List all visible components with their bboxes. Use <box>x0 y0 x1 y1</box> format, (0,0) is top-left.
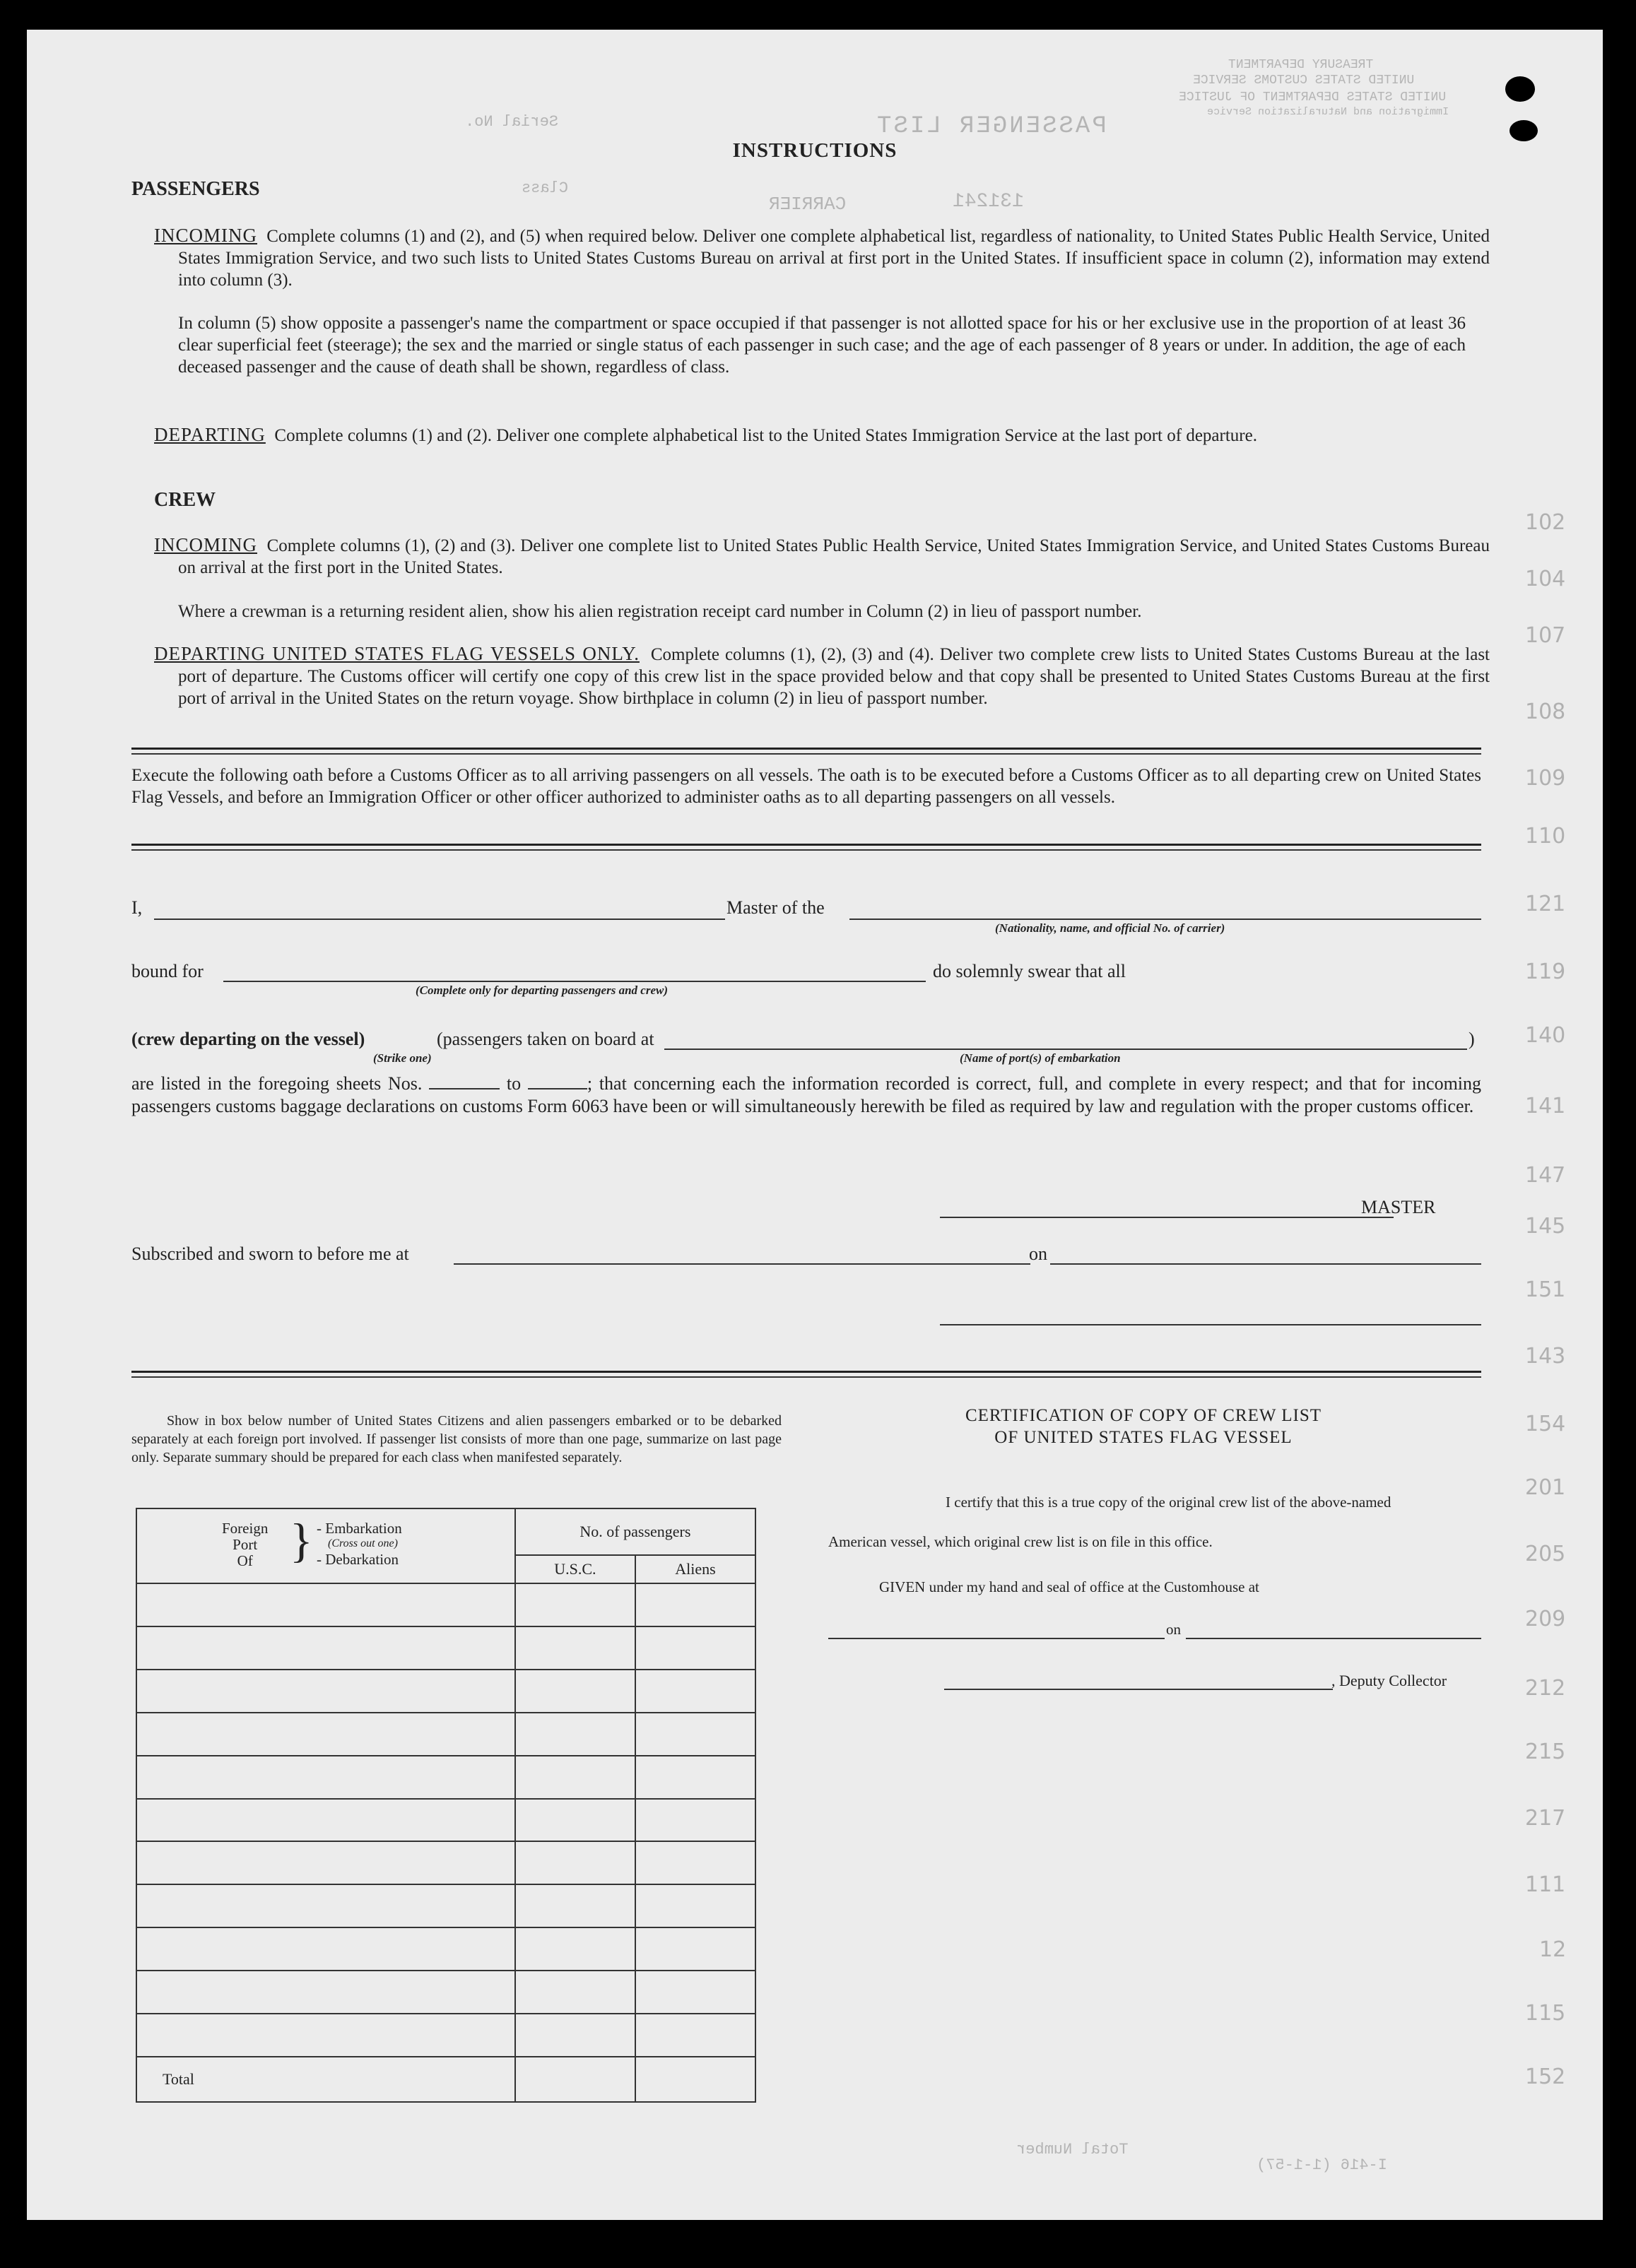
of-label: Of <box>237 1552 253 1569</box>
usc-cell[interactable] <box>515 1799 635 1842</box>
sworn-on-label: on <box>1029 1244 1047 1264</box>
bleed-row-number: 215 <box>1525 1740 1566 1764</box>
departing-label: DEPARTING <box>154 424 266 445</box>
embark-options <box>317 1520 402 1567</box>
aliens-cell[interactable] <box>635 1583 755 1626</box>
usc-cell[interactable] <box>515 1756 635 1799</box>
bleed-row-number: 108 <box>1525 699 1566 724</box>
official-signature-field[interactable] <box>940 1324 1481 1325</box>
column5-paragraph <box>178 312 1466 378</box>
bleed-row-number: 115 <box>1525 2001 1566 2026</box>
aliens-cell[interactable] <box>635 1799 755 1842</box>
master-signature-field[interactable] <box>940 1217 1394 1218</box>
bleed-row-number: 12 <box>1539 1937 1567 1962</box>
bleed-row-number: 147 <box>1525 1163 1566 1188</box>
bleed-dept-2: UNITED STATES CUSTOMS SERVICE <box>1193 73 1415 88</box>
bleed-row-number: 154 <box>1525 1412 1566 1436</box>
page-title: INSTRUCTIONS <box>732 139 898 162</box>
bleed-row-number: 152 <box>1525 2065 1566 2089</box>
listed-paragraph <box>131 1073 1481 1118</box>
resident-alien-paragraph: Where a crewman is a returning resident alien, show his alien registration receipt card number in Column (2) in lieu of passport number. <box>178 602 1142 621</box>
bleed-row-number: 140 <box>1525 1023 1566 1048</box>
port-cell[interactable] <box>136 1927 515 1971</box>
aliens-cell[interactable] <box>635 2014 755 2057</box>
embarkation-option[interactable]: - Embarkation <box>317 1520 402 1537</box>
debarkation-option[interactable]: - Debarkation <box>317 1551 399 1568</box>
bleed-row-number: 217 <box>1525 1806 1566 1831</box>
port-cell[interactable] <box>136 1713 515 1756</box>
crew-departing-label: DEPARTING UNITED STATES FLAG VESSELS ONLY. <box>154 643 640 664</box>
aliens-cell[interactable] <box>635 1713 755 1756</box>
divider <box>131 753 1481 755</box>
port-cell[interactable] <box>136 1884 515 1927</box>
crew-departing-text: Complete columns (1), (2), (3) and (4). Deliver two complete crew lists to United States Customs Bureau at the last port of departure. The Customs officer will certify one copy of this crew list in the space provided below and that copy shall be presented to United States Customs Bureau at the first port of arrival in the United States on the return voyage. Show birthplace in column (2) in lieu of passport number. <box>178 645 1490 708</box>
oath-i-label: I, <box>131 897 143 918</box>
usc-header: U.S.C. <box>515 1555 635 1583</box>
bleed-row-number: 104 <box>1525 567 1566 591</box>
ink-blot <box>1510 120 1538 141</box>
passengers-incoming-paragraph <box>154 225 1490 291</box>
strike-one-caption: (Strike one) <box>373 1051 432 1065</box>
sworn-place-field[interactable] <box>454 1263 1030 1265</box>
aliens-cell[interactable] <box>635 1670 755 1713</box>
port-cell[interactable] <box>136 2014 515 2057</box>
cross-out-caption: (Cross out one) <box>328 1537 398 1549</box>
listed-to: to <box>506 1073 522 1094</box>
bleed-row-number: 201 <box>1525 1475 1566 1500</box>
crew-incoming-text: Complete columns (1), (2) and (3). Deliver one complete list to United States Public Health Service, United States Immigration Service, and United States Customs Bureau on arrival at the first port in the United States. <box>178 536 1490 577</box>
certification-date-field[interactable] <box>1186 1638 1481 1639</box>
port-cell[interactable] <box>136 1583 515 1626</box>
port-cell[interactable] <box>136 1626 515 1670</box>
form-page <box>27 30 1603 2220</box>
bleed-dept-1: TREASURY DEPARTMENT <box>1228 58 1374 72</box>
american-vessel-text: American vessel, which original crew list is on file in this office. <box>828 1533 1213 1550</box>
summary-instructions: Show in box below number of United States Citizens and alien passengers embarked or to be debarked separately at each foreign port involved. If passenger list consists of more than one page, summarize on last page only. Separate summary should be prepared for each class when manifested separately. <box>131 1413 782 1465</box>
bleed-row-number: 205 <box>1525 1542 1566 1566</box>
sworn-date-field[interactable] <box>1050 1263 1481 1265</box>
bleed-dept-4: Immigration and Naturalization Service <box>1207 106 1449 118</box>
certification-on-label: on <box>1166 1621 1181 1638</box>
oath-intro: Execute the following oath before a Customs Officer as to all arriving passengers on all vessels. The oath is to be executed before a Customs Officer as to all departing crew on United States Flag Vessels, and before an Immigration Officer or other officer authorized to administer oaths as to all departing passengers on all vessels. <box>131 766 1481 807</box>
foreign-port-label <box>222 1520 268 1569</box>
bleed-title: PASSENGER LIST <box>875 113 1107 140</box>
aliens-total-cell[interactable] <box>635 2057 755 2102</box>
bleed-row-number: 141 <box>1525 1094 1566 1118</box>
certification-title-1: CERTIFICATION OF COPY OF CREW LIST <box>965 1406 1322 1425</box>
customhouse-field[interactable] <box>828 1638 1165 1639</box>
usc-cell[interactable] <box>515 1583 635 1626</box>
swear-text: do solemnly swear that all <box>933 961 1126 981</box>
embarkation-ports-field[interactable] <box>664 1049 1467 1050</box>
usc-cell[interactable] <box>515 1884 635 1927</box>
aliens-cell[interactable] <box>635 1626 755 1670</box>
column5-text: In column (5) show opposite a passenger's name the compartment or space occupied if that passenger is not allotted space for his or her exclusive use in the proportion of at least 36 clear superficial feet (steerage); the sex and the married or single status of each passenger in such case; and the age of each passenger of 8 years or under. In addition, the age of each deceased passenger and the cause of death shall be shown, regardless of class. <box>178 314 1466 377</box>
passenger-summary-table <box>136 1508 756 2103</box>
crew-departing-paragraph <box>154 643 1490 709</box>
passengers-taken-option[interactable]: (passengers taken on board at <box>437 1029 654 1049</box>
port-label: Port <box>233 1536 258 1553</box>
bleed-total: Total Number <box>1016 2141 1129 2158</box>
ink-blot <box>1505 76 1535 102</box>
bleed-serial: Serial No. <box>465 113 559 131</box>
divider <box>131 1371 1481 1373</box>
divider <box>131 844 1481 846</box>
aliens-cell[interactable] <box>635 1927 755 1971</box>
port-cell[interactable] <box>136 1841 515 1884</box>
bleed-dept-3: UNITED STATES DEPARTMENT OF JUSTICE <box>1179 90 1447 105</box>
master-label: MASTER <box>1361 1197 1436 1217</box>
deputy-collector-signature[interactable] <box>944 1689 1333 1690</box>
bleed-form-number: I-416 (1-1-57) <box>1257 2156 1387 2174</box>
bound-for-field[interactable] <box>223 981 926 982</box>
aliens-cell[interactable] <box>635 1841 755 1884</box>
port-cell[interactable] <box>136 1670 515 1713</box>
passengers-departing-paragraph <box>154 424 1490 447</box>
usc-cell[interactable] <box>515 1670 635 1713</box>
crew-heading: CREW <box>154 489 216 511</box>
port-cell[interactable] <box>136 1971 515 2014</box>
usc-cell[interactable] <box>515 1713 635 1756</box>
crew-incoming-label: INCOMING <box>154 534 257 555</box>
certification-title <box>825 1405 1461 1448</box>
passengers-heading: PASSENGERS <box>131 178 260 200</box>
bleed-row-number: 119 <box>1525 959 1566 984</box>
brace-icon: } <box>290 1513 313 1567</box>
carrier-field[interactable] <box>849 919 1481 920</box>
aliens-cell[interactable] <box>635 1756 755 1799</box>
departing-text: Complete columns (1) and (2). Deliver one complete alphabetical list to the United States Immigration Service at the last port of departure. <box>274 426 1257 445</box>
bleed-row-number: 111 <box>1525 1872 1566 1897</box>
certify-text: I certify that this is a true copy of the original crew list of the above-named <box>946 1494 1391 1511</box>
foreign-label: Foreign <box>222 1520 269 1537</box>
bleed-row-number: 143 <box>1525 1344 1566 1369</box>
certification-title-2: OF UNITED STATES FLAG VESSEL <box>994 1428 1293 1447</box>
bleed-row-number: 209 <box>1525 1607 1566 1631</box>
usc-cell[interactable] <box>515 1841 635 1884</box>
deputy-collector-label: , Deputy Collector <box>1331 1672 1447 1689</box>
listed-text-b: ; that concerning each the information recorded is correct, full, and complete in every respect; and that for incoming passengers customs baggage declarations on customs Form 6063 have been or will simultaneously herewith be filed as required by law and regulation with the proper customs officer. <box>131 1073 1482 1116</box>
usc-cell[interactable] <box>515 1971 635 2014</box>
crew-departing-option[interactable]: (crew departing on the vessel) <box>131 1029 365 1049</box>
usc-cell[interactable] <box>515 1927 635 1971</box>
usc-cell[interactable] <box>515 1626 635 1670</box>
usc-total-cell[interactable] <box>515 2057 635 2102</box>
bleed-row-number: 145 <box>1525 1214 1566 1239</box>
master-name-field[interactable] <box>154 919 725 920</box>
bound-for-label: bound for <box>131 961 204 981</box>
bleed-row-number: 212 <box>1525 1676 1566 1701</box>
incoming-label: INCOMING <box>154 225 257 246</box>
num-passengers-header: No. of passengers <box>515 1508 755 1555</box>
aliens-cell[interactable] <box>635 1971 755 2014</box>
bleed-row-number: 107 <box>1525 623 1566 648</box>
divider <box>131 849 1481 851</box>
aliens-header: Aliens <box>635 1555 755 1583</box>
bleed-class: Class <box>522 179 569 197</box>
divider <box>131 748 1481 750</box>
divider <box>131 1376 1481 1378</box>
sheet-to-field[interactable] <box>528 1088 587 1089</box>
bleed-carrier: CARRIER <box>769 194 847 215</box>
port-cell[interactable] <box>136 1756 515 1799</box>
subscribed-label: Subscribed and sworn to before me at <box>131 1244 409 1264</box>
total-label: Total <box>136 2057 515 2102</box>
nationality-caption: (Nationality, name, and official No. of carrier) <box>995 921 1225 935</box>
listed-text-a: are listed in the foregoing sheets Nos. <box>131 1073 423 1094</box>
crew-incoming-paragraph <box>154 534 1490 579</box>
aliens-cell[interactable] <box>635 1884 755 1927</box>
bleed-row-number: 102 <box>1525 510 1566 535</box>
bleed-row-number: 109 <box>1525 766 1566 791</box>
port-header-cell <box>136 1508 515 1583</box>
port-cell[interactable] <box>136 1799 515 1842</box>
bound-for-caption: (Complete only for departing passengers and crew) <box>416 984 668 997</box>
bleed-row-number: 121 <box>1525 892 1566 916</box>
ports-caption: (Name of port(s) of embarkation <box>960 1051 1121 1065</box>
given-text: GIVEN under my hand and seal of office at the Customhouse at <box>879 1578 1259 1595</box>
bleed-number: 131241 <box>953 191 1024 213</box>
close-paren: ) <box>1469 1029 1475 1049</box>
usc-cell[interactable] <box>515 2014 635 2057</box>
bleed-row-number: 110 <box>1525 824 1566 849</box>
master-of-label: Master of the <box>726 897 825 918</box>
incoming-text: Complete columns (1) and (2), and (5) when required below. Deliver one complete alphabetical list, regardless of nationality, to United States Public Health Service, United States Immigration Service, and two such lists to United States Customs Bureau on arrival at first port in the United States. If insufficient space in column (2), information may extend into column (3). <box>178 227 1490 290</box>
sheet-from-field[interactable] <box>429 1088 500 1089</box>
bleed-row-number: 151 <box>1525 1277 1566 1302</box>
